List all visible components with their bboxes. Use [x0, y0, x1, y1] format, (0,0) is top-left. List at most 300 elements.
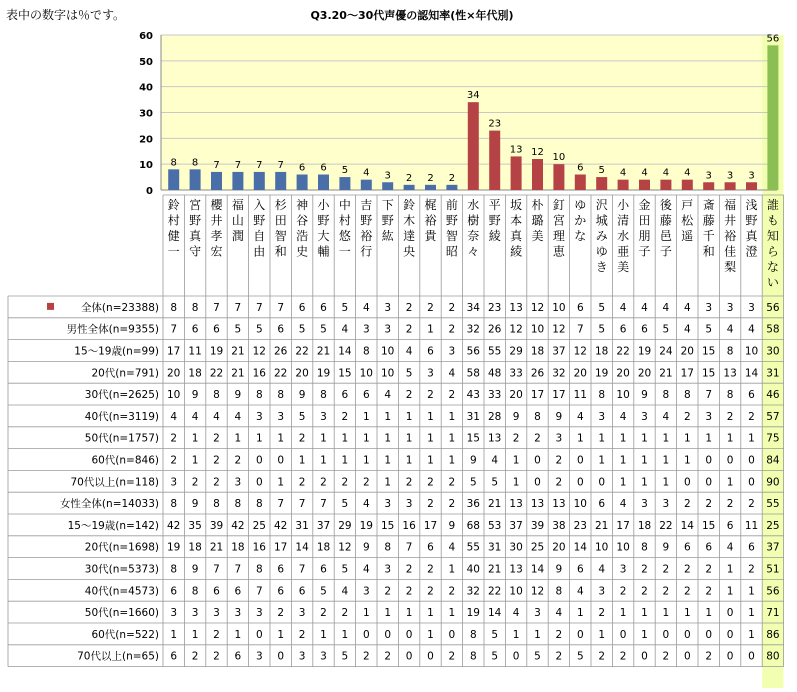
table-cell: 32 — [466, 585, 480, 598]
table-cell: 1 — [726, 476, 734, 489]
table-cell: 6 — [362, 389, 370, 402]
table-cell: 0 — [683, 628, 691, 641]
table-cell: 5 — [405, 367, 413, 380]
table-cell: 4 — [662, 410, 670, 423]
table-cell: 56 — [466, 345, 480, 358]
table-cell: 1 — [427, 410, 434, 423]
row-label: 15～19歳(n=99) — [74, 345, 159, 358]
table-cell: 8 — [384, 541, 392, 554]
table-cell: 23 — [573, 519, 587, 532]
table-cell: 15 — [702, 367, 716, 380]
table-cell: 3 — [320, 650, 327, 663]
table-cell: 2 — [705, 498, 713, 511]
table-cell: 3 — [384, 323, 392, 336]
table-cell: 40 — [466, 563, 480, 576]
bar-value-label: 2 — [427, 172, 434, 184]
table-cell: 28 — [488, 410, 502, 423]
table-cell: 8 — [469, 628, 477, 641]
table-cell: 3 — [255, 607, 263, 620]
table-cell: 3 — [362, 323, 370, 336]
table-cell: 0 — [619, 628, 627, 641]
table-cell: 0 — [748, 476, 755, 489]
table-cell: 6 — [170, 585, 178, 598]
table-cell: 5 — [234, 323, 242, 336]
table-cell: 8 — [726, 345, 734, 358]
table-cell: 20 — [680, 345, 694, 358]
table-cell: 2 — [298, 628, 306, 641]
table-cell: 37 — [509, 519, 523, 532]
table-cell: 2 — [748, 498, 755, 511]
table-cell: 2 — [341, 476, 349, 489]
table-cell: 35 — [188, 519, 202, 532]
table-cell: 2 — [213, 432, 220, 445]
table-cell: 22 — [488, 585, 502, 598]
table-cell: 0 — [726, 628, 734, 641]
table-cell: 1 — [384, 476, 392, 489]
note-text: 表中の数字は％です。 — [6, 8, 126, 22]
table-cell: 5 — [491, 650, 499, 663]
table-cell: 9 — [448, 519, 456, 532]
row-label: 70代以上(n=65) — [77, 650, 159, 663]
table-cell: 30 — [766, 345, 780, 358]
table-cell: 8 — [277, 389, 285, 402]
table-cell: 14 — [295, 541, 309, 554]
table-cell: 56 — [766, 585, 780, 598]
table-cell: 9 — [298, 389, 306, 402]
table-cell: 7 — [234, 563, 242, 576]
bar-value-label: 4 — [641, 167, 648, 179]
bar-value-label: 7 — [256, 159, 263, 171]
table-cell: 5 — [341, 650, 349, 663]
table-cell: 4 — [448, 367, 456, 380]
table-cell: 2 — [598, 650, 606, 663]
category-label: 櫻井孝宏 — [210, 198, 223, 259]
table-cell: 0 — [662, 628, 670, 641]
table-cell: 1 — [534, 628, 541, 641]
table-cell: 1 — [170, 628, 178, 641]
table-cell: 5 — [491, 628, 499, 641]
table-cell: 1 — [619, 454, 627, 467]
bar-value-label: 3 — [748, 170, 755, 182]
table-cell: 1 — [512, 454, 520, 467]
bar — [703, 182, 714, 190]
bar-value-label: 3 — [726, 170, 734, 182]
table-cell: 20 — [295, 367, 309, 380]
category-label: 釘宮理恵 — [552, 198, 565, 259]
table-cell: 0 — [512, 650, 520, 663]
table-cell: 4 — [598, 563, 606, 576]
table-cell: 1 — [277, 432, 285, 445]
table-cell: 4 — [405, 345, 413, 358]
table-cell: 7 — [298, 563, 306, 576]
table-cell: 3 — [598, 585, 606, 598]
table-cell: 20 — [573, 367, 587, 380]
table-cell: 1 — [320, 432, 327, 445]
table-cell: 2 — [362, 650, 370, 663]
table-cell: 5 — [341, 563, 349, 576]
table-cell: 3 — [705, 410, 713, 423]
table-cell: 1 — [427, 607, 434, 620]
table-cell: 0 — [576, 454, 584, 467]
bar — [553, 164, 564, 190]
table-cell: 0 — [384, 628, 392, 641]
table-cell: 2 — [748, 410, 755, 423]
table-cell: 0 — [598, 476, 606, 489]
table-cell: 9 — [469, 454, 477, 467]
table-cell: 1 — [405, 432, 413, 445]
table-cell: 2 — [427, 476, 434, 489]
table-cell: 31 — [295, 519, 309, 532]
table-cell: 68 — [466, 519, 480, 532]
table-cell: 5 — [534, 650, 541, 663]
table-cell: 1 — [662, 476, 670, 489]
table-cell: 1 — [448, 563, 456, 576]
table-cell: 2 — [448, 650, 456, 663]
table-cell: 2 — [213, 628, 220, 641]
y-tick-label: 10 — [139, 160, 153, 172]
table-cell: 42 — [274, 519, 288, 532]
table-cell: 55 — [488, 345, 502, 358]
table-cell: 18 — [316, 541, 331, 554]
bar — [339, 177, 350, 190]
table-cell: 2 — [298, 476, 306, 489]
table-cell: 21 — [659, 367, 673, 380]
category-label: 下野紘 — [381, 198, 394, 243]
table-cell: 8 — [534, 410, 541, 423]
bar — [596, 177, 607, 190]
table-cell: 42 — [231, 519, 245, 532]
table-cell: 16 — [402, 519, 416, 532]
table-cell: 8 — [683, 389, 691, 402]
table-cell: 2 — [213, 454, 220, 467]
table-cell: 1 — [683, 607, 691, 620]
table-cell: 0 — [705, 454, 713, 467]
table-cell: 3 — [234, 476, 242, 489]
table-cell: 22 — [616, 345, 630, 358]
table-cell: 6 — [598, 498, 606, 511]
table-cell: 2 — [705, 563, 713, 576]
bar-value-label: 6 — [320, 162, 327, 174]
table-cell: 6 — [576, 301, 584, 314]
table-cell: 17 — [616, 519, 630, 532]
table-cell: 3 — [362, 585, 370, 598]
table-cell: 2 — [512, 432, 520, 445]
table-cell: 2 — [384, 650, 392, 663]
table-cell: 37 — [766, 541, 780, 554]
table-cell: 2 — [641, 585, 648, 598]
table-cell: 9 — [191, 389, 199, 402]
table-cell: 7 — [213, 301, 220, 314]
table-cell: 1 — [512, 628, 520, 641]
table-cell: 3 — [427, 367, 434, 380]
table-cell: 9 — [234, 389, 242, 402]
table-cell: 1 — [191, 432, 199, 445]
table-cell: 84 — [766, 454, 780, 467]
bar — [425, 185, 436, 190]
row-label: 70代以上(n=118) — [70, 476, 159, 489]
table-cell: 2 — [726, 410, 734, 423]
table-cell: 75 — [766, 432, 780, 445]
table-cell: 4 — [726, 323, 734, 336]
table-cell: 21 — [316, 345, 331, 358]
row-label: 15～19歳(n=142) — [67, 519, 159, 532]
table-cell: 1 — [448, 607, 456, 620]
table-cell: 9 — [555, 563, 563, 576]
bar-value-label: 8 — [191, 157, 199, 169]
table-cell: 2 — [427, 498, 434, 511]
row-label: 全体(n=23388) — [80, 301, 159, 314]
table-cell: 26 — [488, 323, 502, 336]
category-label: 誰も知らない — [766, 198, 779, 290]
row-label: 女性全体(n=14033) — [59, 498, 159, 511]
table-cell: 0 — [448, 628, 456, 641]
table-cell: 25 — [766, 519, 780, 532]
table-cell: 2 — [320, 607, 327, 620]
table-cell: 57 — [766, 410, 780, 423]
table-cell: 71 — [766, 607, 780, 620]
bar-value-label: 6 — [298, 162, 306, 174]
chart-title: Q3.20～30代声優の認知率(性×年代別) — [310, 9, 514, 22]
table-cell: 3 — [170, 607, 178, 620]
table-cell: 4 — [619, 498, 627, 511]
table-cell: 6 — [213, 585, 220, 598]
category-label: 平野綾 — [488, 198, 501, 243]
table-cell: 3 — [748, 301, 755, 314]
table-cell: 55 — [466, 541, 480, 554]
table-cell: 3 — [384, 563, 392, 576]
table-cell: 36 — [466, 498, 480, 511]
table-cell: 4 — [362, 498, 370, 511]
table-cell: 1 — [641, 476, 648, 489]
table-cell: 15 — [338, 367, 352, 380]
table-cell: 31 — [488, 541, 502, 554]
table-cell: 20 — [616, 367, 630, 380]
table-cell: 56 — [766, 301, 780, 314]
table-cell: 8 — [191, 585, 199, 598]
table-cell: 10 — [616, 389, 630, 402]
table-cell: 3 — [255, 650, 263, 663]
table-cell: 3 — [255, 410, 263, 423]
table-cell: 19 — [359, 519, 373, 532]
table-cell: 1 — [427, 628, 434, 641]
table-cell: 1 — [234, 628, 242, 641]
table-cell: 0 — [534, 454, 541, 467]
table-cell: 21 — [231, 367, 245, 380]
bar — [382, 182, 393, 190]
table-cell: 4 — [662, 301, 670, 314]
table-cell: 4 — [683, 301, 691, 314]
category-label: 鈴村健一 — [167, 198, 180, 259]
table-cell: 19 — [209, 345, 224, 358]
bar — [446, 185, 457, 190]
table-cell: 17 — [423, 519, 438, 532]
category-label: 吉野裕行 — [360, 198, 373, 259]
row-label: 20代(n=791) — [91, 367, 159, 380]
bar-value-label: 5 — [341, 165, 349, 177]
table-cell: 1 — [662, 454, 670, 467]
table-cell: 1 — [448, 432, 456, 445]
table-cell: 58 — [766, 323, 780, 336]
table-cell: 3 — [619, 563, 627, 576]
table-cell: 4 — [384, 389, 392, 402]
table-cell: 18 — [188, 541, 202, 554]
table-cell: 2 — [405, 585, 413, 598]
table-cell: 16 — [252, 367, 266, 380]
table-cell: 19 — [167, 541, 181, 554]
category-label: 水樹奈々 — [467, 198, 480, 259]
table-cell: 4 — [619, 410, 627, 423]
table-cell: 33 — [509, 367, 523, 380]
category-label: 神谷浩史 — [296, 198, 309, 259]
table-cell: 4 — [213, 410, 220, 423]
table-cell: 1 — [619, 432, 627, 445]
table-cell: 13 — [723, 367, 737, 380]
table-cell: 12 — [530, 301, 545, 314]
table-cell: 1 — [748, 628, 755, 641]
table-cell: 10 — [595, 541, 609, 554]
table-cell: 12 — [573, 345, 587, 358]
table-cell: 3 — [191, 607, 199, 620]
table-cell: 2 — [277, 607, 285, 620]
bar-value-label: 6 — [577, 162, 584, 174]
table-cell: 9 — [555, 410, 563, 423]
row-label: 60代(n=846) — [91, 454, 159, 467]
table-cell: 1 — [191, 454, 199, 467]
table-cell: 17 — [680, 367, 694, 380]
table-cell: 6 — [427, 345, 434, 358]
table-cell: 4 — [748, 323, 755, 336]
table-cell: 6 — [641, 323, 648, 336]
table-cell: 3 — [555, 432, 563, 445]
table-cell: 2 — [555, 476, 563, 489]
table-cell: 8 — [320, 389, 327, 402]
table-cell: 7 — [255, 585, 263, 598]
table-cell: 19 — [316, 367, 331, 380]
table-cell: 4 — [191, 410, 199, 423]
table-cell: 7 — [320, 498, 327, 511]
category-label: 朴璐美 — [531, 198, 544, 243]
table-cell: 8 — [213, 389, 220, 402]
bar — [575, 175, 586, 191]
table-cell: 48 — [488, 367, 502, 380]
table-cell: 1 — [384, 607, 392, 620]
table-cell: 1 — [384, 454, 392, 467]
bar-value-label: 2 — [405, 172, 413, 184]
row-label: 50代(n=1757) — [84, 432, 159, 445]
table-cell: 5 — [598, 301, 606, 314]
table-cell: 0 — [726, 650, 734, 663]
table-cell: 1 — [726, 585, 734, 598]
table-cell: 2 — [555, 628, 563, 641]
table-cell: 20 — [167, 367, 181, 380]
row-label: 40代(n=3119) — [84, 410, 159, 423]
table-cell: 5 — [255, 323, 263, 336]
category-label: 浅野真澄 — [745, 198, 758, 259]
bar — [318, 175, 329, 191]
table-cell: 14 — [338, 345, 352, 358]
table-cell: 1 — [341, 432, 349, 445]
table-cell: 1 — [662, 432, 670, 445]
category-label: 福山潤 — [231, 198, 244, 243]
table-cell: 32 — [466, 323, 480, 336]
category-label: 杉田智和 — [274, 198, 287, 259]
table-cell: 0 — [255, 454, 263, 467]
bar — [168, 169, 179, 190]
row-label: 40代(n=4573) — [84, 585, 159, 598]
bar-value-label: 56 — [766, 33, 780, 45]
bar-value-label: 4 — [684, 167, 691, 179]
table-cell: 10 — [167, 389, 181, 402]
table-cell: 6 — [748, 389, 755, 402]
table-cell: 1 — [362, 607, 370, 620]
table-cell: 3 — [298, 607, 306, 620]
table-cell: 3 — [213, 607, 220, 620]
table-cell: 11 — [744, 519, 759, 532]
table-cell: 2 — [448, 301, 456, 314]
table-cell: 0 — [683, 650, 691, 663]
table-cell: 5 — [576, 650, 584, 663]
table-cell: 86 — [766, 628, 780, 641]
table-cell: 2 — [213, 650, 220, 663]
table-cell: 13 — [488, 432, 502, 445]
table-cell: 8 — [234, 498, 242, 511]
table-cell: 0 — [576, 628, 584, 641]
bar-value-label: 3 — [384, 170, 391, 182]
table-cell: 13 — [509, 301, 523, 314]
table-cell: 9 — [512, 410, 520, 423]
table-cell: 2 — [683, 498, 691, 511]
table-cell: 10 — [616, 541, 630, 554]
table-cell: 46 — [766, 389, 780, 402]
table-cell: 1 — [641, 607, 648, 620]
table-cell: 33 — [488, 389, 502, 402]
table-cell: 12 — [509, 323, 523, 336]
table-cell: 53 — [488, 519, 502, 532]
table-cell: 6 — [320, 563, 327, 576]
table-cell: 0 — [277, 650, 285, 663]
table-cell: 5 — [341, 498, 349, 511]
table-cell: 0 — [683, 476, 691, 489]
bar — [618, 180, 629, 190]
table-cell: 7 — [234, 301, 242, 314]
bar — [254, 172, 265, 190]
table-cell: 32 — [552, 367, 566, 380]
table-cell: 3 — [234, 607, 242, 620]
table-cell: 1 — [662, 607, 670, 620]
table-cell: 8 — [641, 541, 648, 554]
bar-value-label: 5 — [598, 165, 605, 177]
table-cell: 1 — [512, 476, 520, 489]
table-cell: 13 — [509, 563, 523, 576]
table-cell: 1 — [320, 454, 327, 467]
category-label: 宮野真守 — [189, 198, 202, 259]
table-cell: 5 — [320, 323, 327, 336]
table-cell: 6 — [748, 541, 755, 554]
table-cell: 1 — [255, 432, 263, 445]
table-cell: 1 — [405, 410, 413, 423]
table-cell: 2 — [448, 585, 456, 598]
table-cell: 1 — [362, 454, 370, 467]
table-cell: 1 — [341, 454, 349, 467]
table-cell: 3 — [598, 410, 606, 423]
table-cell: 6 — [191, 323, 199, 336]
category-label: 戸松遥 — [681, 198, 694, 243]
table-cell: 1 — [683, 432, 691, 445]
table-cell: 37 — [552, 345, 566, 358]
table-cell: 17 — [167, 345, 181, 358]
table-cell: 1 — [726, 432, 734, 445]
table-cell: 8 — [726, 389, 734, 402]
